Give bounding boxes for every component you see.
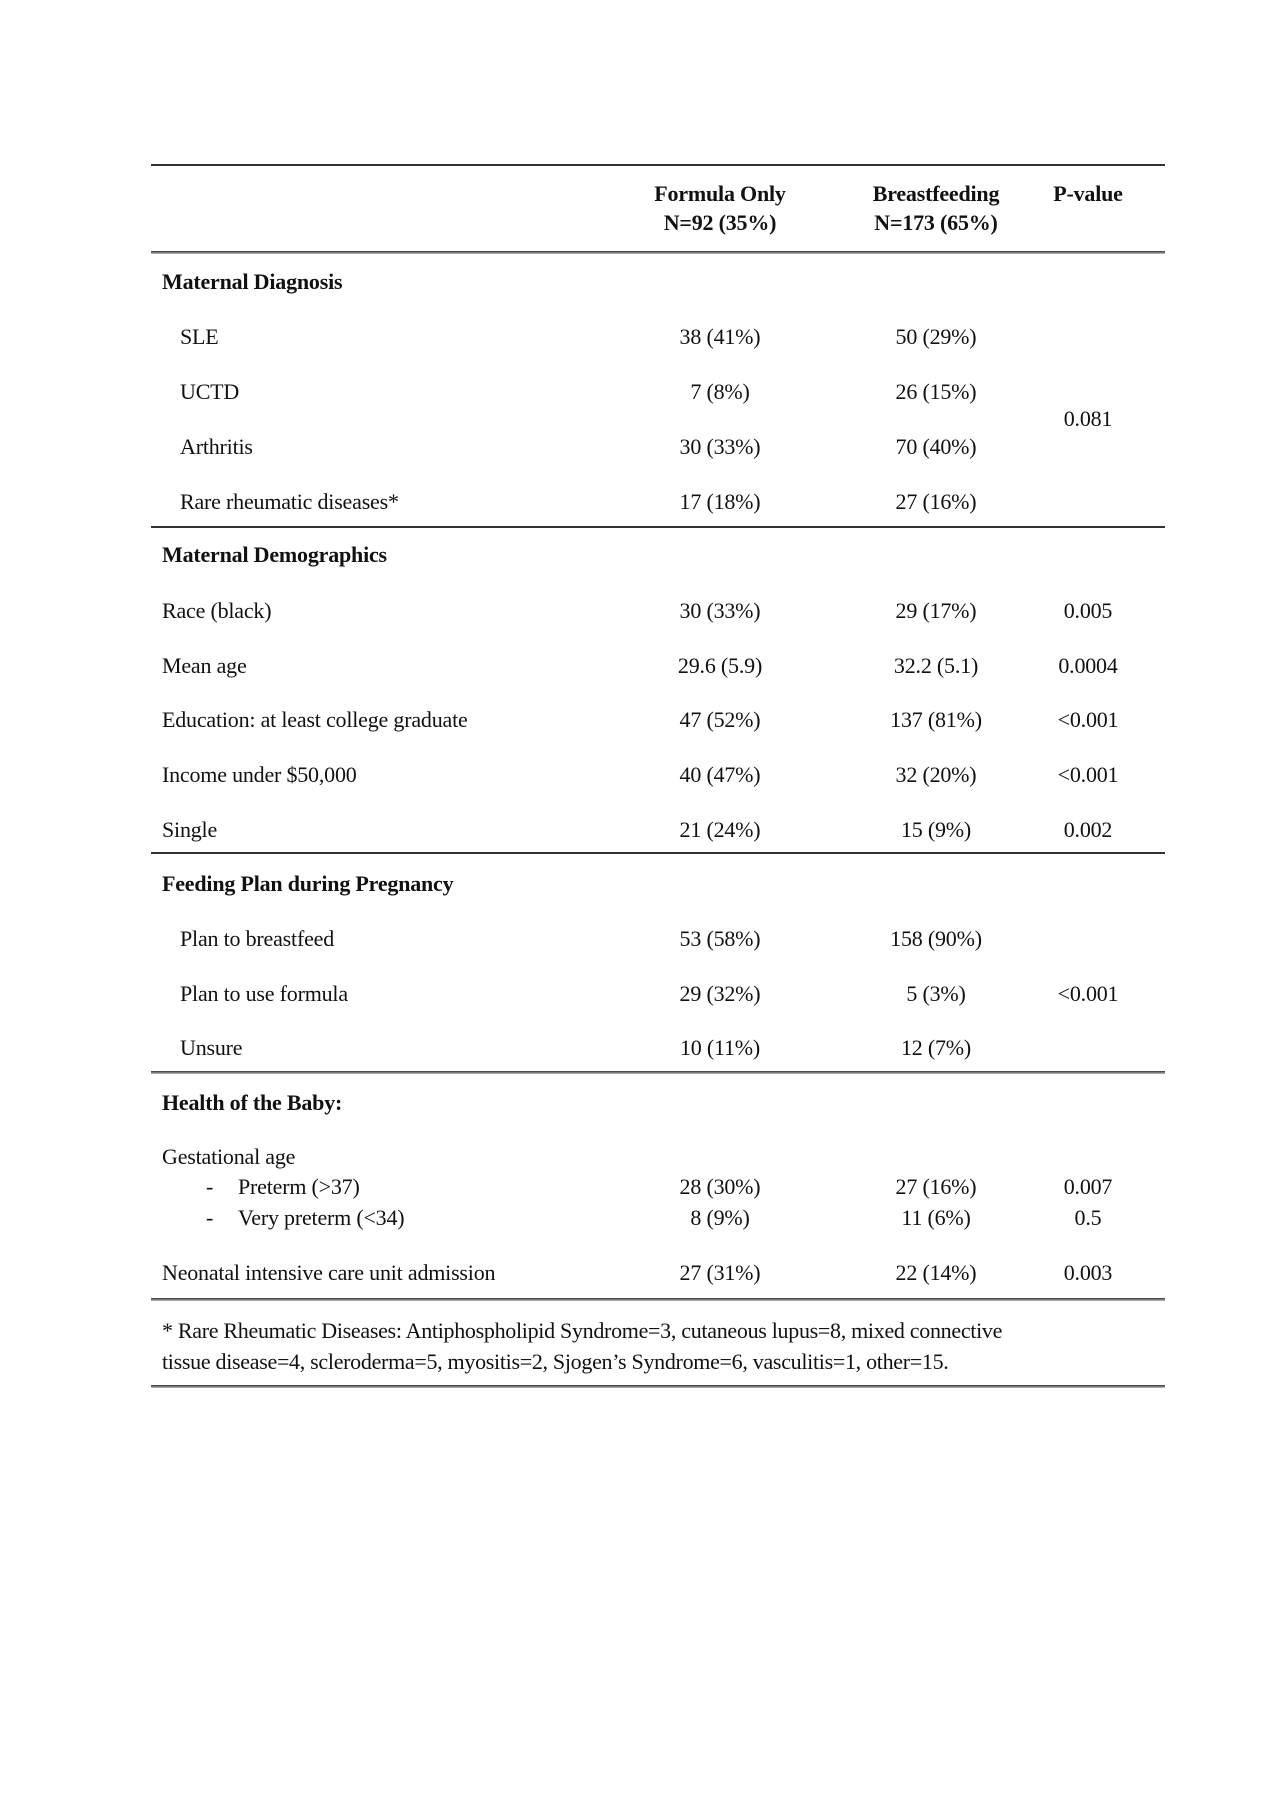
row-label: Rare rheumatic diseases* — [180, 489, 399, 514]
cell-pvalue: <0.001 — [1057, 762, 1119, 787]
group-pvalue: 0.081 — [1063, 406, 1113, 431]
cell-breastfeeding: 158 (90%) — [890, 926, 982, 951]
cell-formula: 7 (8%) — [690, 379, 750, 404]
table-bottom-rule — [151, 1298, 1165, 1301]
row-label: Preterm (>37) — [238, 1174, 360, 1199]
section-title: Maternal Diagnosis — [162, 269, 343, 294]
row-label: Mean age — [162, 653, 247, 678]
cell-formula: 40 (47%) — [679, 762, 761, 787]
cell-breastfeeding: 26 (15%) — [895, 379, 977, 404]
row-label: Plan to use formula — [180, 981, 348, 1006]
cell-formula: 17 (18%) — [679, 489, 761, 514]
row-label: Education: at least college graduate — [162, 707, 468, 732]
cell-formula: 29 (32%) — [679, 981, 761, 1006]
cell-breastfeeding: 32.2 (5.1) — [893, 653, 979, 678]
cell-pvalue: 0.002 — [1063, 817, 1113, 842]
cell-pvalue: 0.0004 — [1058, 653, 1118, 678]
cell-pvalue: 0.007 — [1063, 1174, 1113, 1199]
cell-pvalue: 0.003 — [1063, 1260, 1113, 1285]
cell-pvalue: 0.5 — [1074, 1205, 1102, 1230]
cell-breastfeeding: 29 (17%) — [895, 598, 977, 623]
cell-breastfeeding: 12 (7%) — [900, 1035, 972, 1060]
cell-breastfeeding: 22 (14%) — [895, 1260, 977, 1285]
footnote-line-1: * Rare Rheumatic Diseases: Antiphospholipid Syndrome=3, cutaneous lupus=8, mixed connective — [162, 1318, 1003, 1343]
header-breastfeeding-n: N=173 (65%) — [874, 210, 998, 235]
header-formula-title: Formula Only — [654, 181, 786, 206]
cell-formula: 53 (58%) — [679, 926, 761, 951]
section-title: Feeding Plan during Pregnancy — [162, 871, 454, 896]
row-label: Neonatal intensive care unit admission — [162, 1260, 496, 1285]
cell-formula: 10 (11%) — [679, 1035, 761, 1060]
cell-breastfeeding: 137 (81%) — [890, 707, 982, 732]
cell-breastfeeding: 15 (9%) — [900, 817, 972, 842]
group-pvalue: <0.001 — [1057, 981, 1119, 1006]
row-label: UCTD — [180, 379, 240, 404]
cell-breastfeeding: 27 (16%) — [895, 489, 977, 514]
table-top-rule — [151, 164, 1165, 166]
footnote-bottom-rule — [151, 1385, 1165, 1388]
cell-formula: 30 (33%) — [679, 434, 761, 459]
section-rule — [151, 1071, 1165, 1074]
row-label: Single — [162, 817, 218, 842]
header-formula-n: N=92 (35%) — [663, 210, 777, 235]
row-label: Race (black) — [162, 598, 272, 623]
section-rule — [151, 852, 1165, 854]
header-breastfeeding-title: Breastfeeding — [872, 181, 1000, 206]
cell-formula: 21 (24%) — [679, 817, 761, 842]
bullet-dash: - — [206, 1205, 214, 1230]
section-title: Health of the Baby: — [162, 1090, 343, 1115]
cell-pvalue: 0.005 — [1063, 598, 1113, 623]
cell-formula: 28 (30%) — [679, 1174, 761, 1199]
row-label: Very preterm (<34) — [238, 1205, 405, 1230]
header-bottom-rule — [151, 251, 1165, 254]
footnote-line-2: tissue disease=4, scleroderma=5, myositis=2, Sjogen’s Syndrome=6, vasculitis=1, other=15. — [162, 1349, 949, 1374]
row-label: Plan to breastfeed — [180, 926, 335, 951]
cell-breastfeeding: 27 (16%) — [895, 1174, 977, 1199]
section-rule — [151, 526, 1165, 528]
cell-formula: 27 (31%) — [679, 1260, 761, 1285]
cell-breastfeeding: 11 (6%) — [901, 1205, 971, 1230]
cell-breastfeeding: 70 (40%) — [895, 434, 977, 459]
row-label: Arthritis — [180, 434, 253, 459]
cell-formula: 29.6 (5.9) — [677, 653, 763, 678]
header-pvalue-title: P-value — [1053, 181, 1123, 206]
section-title: Maternal Demographics — [162, 542, 387, 567]
cell-breastfeeding: 32 (20%) — [895, 762, 977, 787]
row-label: Income under $50,000 — [162, 762, 357, 787]
gestational-age-label: Gestational age — [162, 1144, 296, 1169]
bullet-dash: - — [206, 1174, 214, 1199]
cell-breastfeeding: 5 (3%) — [906, 981, 966, 1006]
cell-formula: 47 (52%) — [679, 707, 761, 732]
cell-pvalue: <0.001 — [1057, 707, 1119, 732]
row-label: SLE — [180, 324, 219, 349]
cell-formula: 8 (9%) — [690, 1205, 750, 1230]
cell-formula: 30 (33%) — [679, 598, 761, 623]
cell-formula: 38 (41%) — [679, 324, 761, 349]
row-label: Unsure — [180, 1035, 243, 1060]
cell-breastfeeding: 50 (29%) — [895, 324, 977, 349]
